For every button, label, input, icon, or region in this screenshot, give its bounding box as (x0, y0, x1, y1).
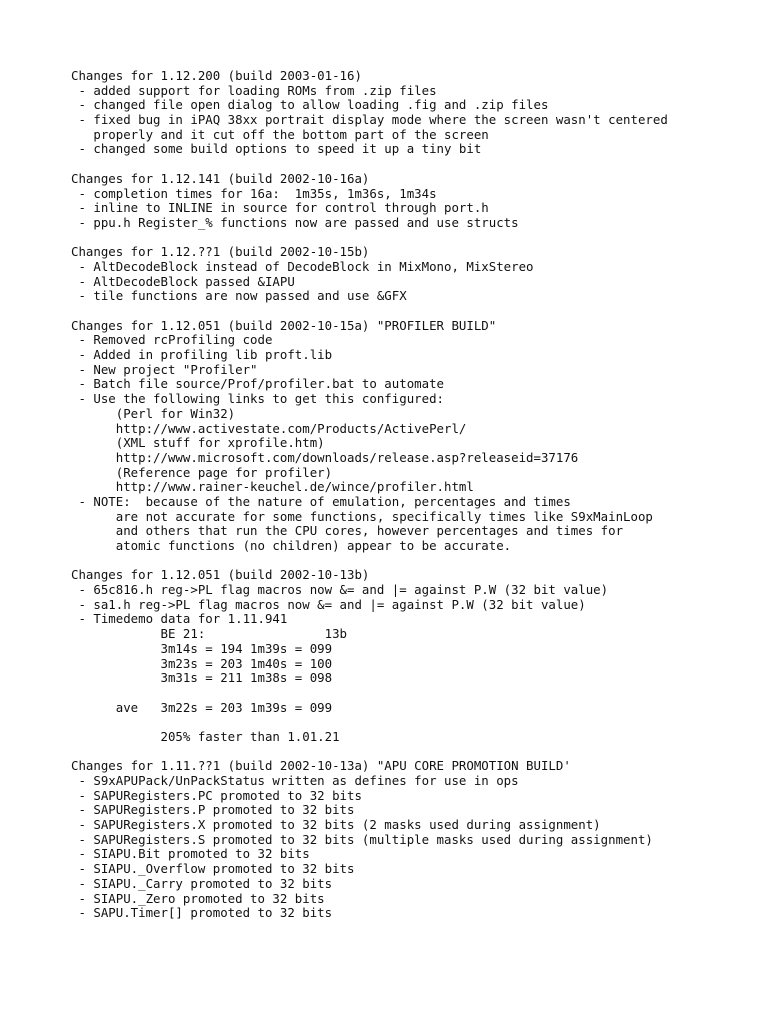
changelog-entry-continuation: are not accurate for some functions, specifically times like S9xMainLoop (71, 508, 653, 524)
changelog-entry: - SIAPU.Bit promoted to 32 bits (71, 846, 310, 862)
changelog-entry: - SAPURegisters.S promoted to 32 bits (multiple masks used during assignment) (71, 831, 653, 847)
changelog-entry: - Batch file source/Prof/profiler.bat to automate (71, 376, 444, 392)
changelog-entry: - changed some build options to speed it up a tiny bit (71, 141, 482, 157)
changelog-entry: - Removed rcProfiling code (71, 332, 273, 348)
changelog-entry: - Timedemo data for 1.11.941 (71, 611, 288, 627)
changelog-entry: - inline to INLINE in source for control through port.h (71, 200, 489, 216)
url-text: http://www.rainer-keuchel.de/wince/profiler.html (71, 479, 474, 495)
section-heading: Changes for 1.12.??1 (build 2002-10-15b) (71, 244, 370, 260)
changelog-section (71, 245, 751, 304)
changelog-entry: - SIAPU._Zero promoted to 32 bits (71, 890, 325, 906)
changelog-entry: - SAPURegisters.P promoted to 32 bits (71, 802, 355, 818)
changelog-entry: - changed file open dialog to allow loading .fig and .zip files (71, 97, 549, 113)
changelog-document (71, 69, 751, 936)
changelog-entry: - AltDecodeBlock passed &IAPU (71, 273, 295, 289)
changelog-entry: - Use the following links to get this configured: (71, 391, 444, 407)
changelog-entry: - SAPURegisters.PC promoted to 32 bits (71, 787, 362, 803)
changelog-section (71, 69, 751, 157)
changelog-section (71, 568, 751, 744)
changelog-entry: - 65c816.h reg->PL flag macros now &= and |= against P.W (32 bit value) (71, 582, 609, 598)
timedemo-row: 3m14s = 194 1m39s = 099 (71, 640, 333, 656)
blank-line (71, 715, 751, 730)
timedemo-row: 3m31s = 211 1m38s = 098 (71, 670, 333, 686)
changelog-entry-continuation: properly and it cut off the bottom part of the screen (71, 126, 489, 142)
changelog-section (71, 172, 751, 231)
timedemo-row: BE 21: 13b (71, 626, 348, 642)
section-heading: Changes for 1.12.200 (build 2003-01-16) (71, 68, 362, 83)
changelog-entry: - AltDecodeBlock instead of DecodeBlock in MixMono, MixStereo (71, 258, 534, 274)
changelog-entry: - SIAPU._Carry promoted to 32 bits (71, 875, 333, 891)
section-heading: Changes for 1.12.051 (build 2002-10-13b) (71, 567, 370, 583)
changelog-entry: - SAPURegisters.X promoted to 32 bits (2 masks used during assignment) (71, 817, 601, 833)
changelog-section (71, 759, 751, 921)
changelog-entry: - sa1.h reg->PL flag macros now &= and |= against P.W (32 bit value) (71, 596, 586, 612)
changelog-entry: - completion times for 16a: 1m35s, 1m36s, 1m34s (71, 185, 437, 201)
link-caption: (Reference page for profiler) (71, 464, 333, 480)
changelog-entry: - SIAPU._Overflow promoted to 32 bits (71, 861, 355, 877)
timedemo-average: ave 3m22s = 203 1m39s = 099 (71, 699, 333, 715)
section-heading: Changes for 1.12.141 (build 2002-10-16a) (71, 170, 370, 186)
timedemo-row: 3m23s = 203 1m40s = 100 (71, 655, 333, 671)
changelog-entry: - SAPU.Timer[] promoted to 32 bits (71, 905, 333, 921)
blank-line (71, 686, 751, 701)
link-caption: (Perl for Win32) (71, 405, 236, 421)
changelog-entry: - added support for loading ROMs from .zip files (71, 82, 437, 98)
section-heading: Changes for 1.11.??1 (build 2002-10-13a) "APU CORE PROMOTION BUILD' (71, 758, 571, 774)
changelog-entry: - Added in profiling lib proft.lib (71, 347, 333, 363)
changelog-entry: - ppu.h Register_% functions now are passed and use structs (71, 214, 519, 230)
changelog-entry: - tile functions are now passed and use &GFX (71, 288, 407, 304)
timedemo-summary: 205% faster than 1.01.21 (71, 728, 340, 744)
changelog-entry-continuation: and others that run the CPU cores, however percentages and times for (71, 523, 624, 539)
changelog-entry: - fixed bug in iPAQ 38xx portrait display mode where the screen wasn't centered (71, 112, 668, 128)
changelog-entry: - New project "Profiler" (71, 361, 258, 377)
url-text: http://www.microsoft.com/downloads/release.asp?releaseid=37176 (71, 449, 579, 465)
changelog-entry-continuation: atomic functions (no children) appear to be accurate. (71, 538, 512, 553)
changelog-entry: - NOTE: because of the nature of emulation, percentages and times (71, 493, 571, 509)
url-text: http://www.activestate.com/Products/ActivePerl/ (71, 420, 467, 436)
link-caption: (XML stuff for xprofile.htm) (71, 435, 325, 451)
changelog-entry: - S9xAPUPack/UnPackStatus written as defines for use in ops (71, 773, 519, 788)
changelog-section (71, 319, 751, 554)
section-heading: Changes for 1.12.051 (build 2002-10-15a) "PROFILER BUILD" (71, 317, 497, 333)
